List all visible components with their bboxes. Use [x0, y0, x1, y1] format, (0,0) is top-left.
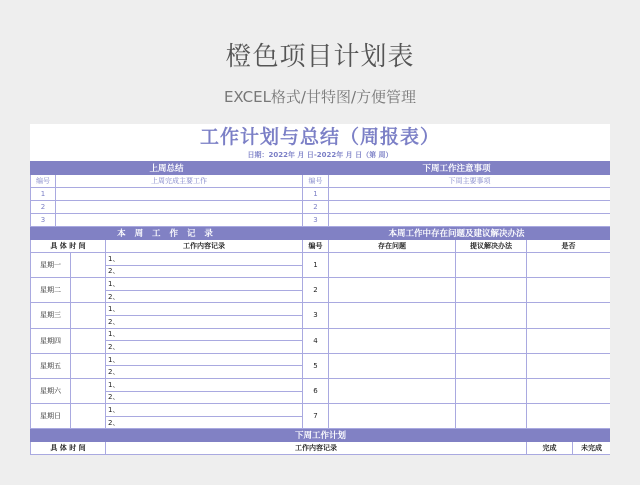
report-table [30, 161, 610, 455]
solution-cell[interactable] [456, 253, 527, 278]
last-week-summary-header: 上周总结 [31, 162, 303, 175]
solution-cell[interactable] [456, 328, 527, 353]
next-week-row-no: 1 [303, 188, 329, 201]
report-title: 工作计划与总结（周报表） [199, 126, 440, 148]
solution-cell[interactable] [456, 404, 527, 429]
content-line-1[interactable]: 1、 [106, 253, 303, 266]
last-week-row-no: 1 [31, 188, 56, 201]
yes-no-cell[interactable] [527, 253, 610, 278]
content-line-1[interactable]: 1、 [106, 278, 303, 291]
content-line-2[interactable]: 2、 [106, 315, 303, 328]
col-header-problem: 存在问题 [329, 240, 456, 253]
content-line-2[interactable]: 2、 [106, 290, 303, 303]
this-week-record-header: 本 周 工 作 记 录 [31, 227, 303, 240]
content-line-1[interactable]: 1、 [106, 404, 303, 417]
day-time-cell[interactable] [71, 303, 106, 328]
problem-no: 7 [303, 404, 329, 429]
problem-cell[interactable] [329, 253, 456, 278]
next-week-item-cell[interactable] [329, 188, 610, 201]
page-subtitle: EXCEL格式/甘特图/方便管理 [223, 88, 417, 106]
last-week-work-cell[interactable] [56, 201, 303, 214]
report-date: 日期：2022年 月 日-2022年 月 日（第 周） [247, 151, 393, 159]
problem-no: 2 [303, 278, 329, 303]
last-week-work-cell[interactable] [56, 214, 303, 227]
solution-cell[interactable] [456, 378, 527, 403]
problem-no: 5 [303, 353, 329, 378]
yes-no-cell[interactable] [527, 404, 610, 429]
content-line-2[interactable]: 2、 [106, 366, 303, 379]
col-header-undone: 未完成 [573, 442, 610, 455]
day-time-cell[interactable] [71, 404, 106, 429]
col-header-no: 编号 [303, 240, 329, 253]
day-label: 星期五 [31, 353, 71, 378]
yes-no-cell[interactable] [527, 303, 610, 328]
content-line-2[interactable]: 2、 [106, 391, 303, 404]
col-header-solution: 提议解决办法 [456, 240, 527, 253]
col-header-content: 工作内容记录 [106, 240, 303, 253]
next-week-row-no: 2 [303, 201, 329, 214]
problem-no: 4 [303, 328, 329, 353]
content-line-1[interactable]: 1、 [106, 303, 303, 316]
day-time-cell[interactable] [71, 378, 106, 403]
solution-cell[interactable] [456, 353, 527, 378]
content-line-1[interactable]: 1、 [106, 353, 303, 366]
col-header-content: 工作内容记录 [106, 442, 527, 455]
problem-cell[interactable] [329, 404, 456, 429]
yes-no-cell[interactable] [527, 328, 610, 353]
problem-cell[interactable] [329, 278, 456, 303]
page-title: 橙色项目计划表 [225, 42, 415, 72]
content-line-2[interactable]: 2、 [106, 416, 303, 429]
next-week-row-no: 3 [303, 214, 329, 227]
day-label: 星期三 [31, 303, 71, 328]
col-header-last-week-work: 上周完成主要工作 [56, 175, 303, 188]
next-week-notes-header: 下周工作注意事项 [303, 162, 610, 175]
problem-cell[interactable] [329, 303, 456, 328]
yes-no-cell[interactable] [527, 353, 610, 378]
solution-cell[interactable] [456, 303, 527, 328]
col-header-time: 具 体 时 间 [31, 442, 106, 455]
yes-no-cell[interactable] [527, 378, 610, 403]
problems-header: 本周工作中存在问题及建议解决办法 [303, 227, 610, 240]
problem-no: 1 [303, 253, 329, 278]
content-line-2[interactable]: 2、 [106, 265, 303, 278]
yes-no-cell[interactable] [527, 278, 610, 303]
last-week-row-no: 2 [31, 201, 56, 214]
last-week-row-no: 3 [31, 214, 56, 227]
day-time-cell[interactable] [71, 353, 106, 378]
col-header-time: 具 体 时 间 [31, 240, 106, 253]
day-label: 星期四 [31, 328, 71, 353]
day-label: 星期一 [31, 253, 71, 278]
content-line-2[interactable]: 2、 [106, 341, 303, 354]
problem-no: 6 [303, 378, 329, 403]
content-line-1[interactable]: 1、 [106, 328, 303, 341]
day-label: 星期二 [31, 278, 71, 303]
next-week-item-cell[interactable] [329, 201, 610, 214]
col-header-next-week-items: 下周主要事项 [329, 175, 610, 188]
problem-cell[interactable] [329, 353, 456, 378]
last-week-work-cell[interactable] [56, 188, 303, 201]
content-line-1[interactable]: 1、 [106, 378, 303, 391]
problem-cell[interactable] [329, 378, 456, 403]
day-time-cell[interactable] [71, 278, 106, 303]
day-time-cell[interactable] [71, 328, 106, 353]
problem-no: 3 [303, 303, 329, 328]
next-week-item-cell[interactable] [329, 214, 610, 227]
day-label: 星期六 [31, 378, 71, 403]
col-header-yes-no: 是否 [527, 240, 610, 253]
weekly-report-sheet [30, 124, 610, 455]
next-week-plan-header: 下周工作计划 [31, 429, 611, 442]
day-label: 星期日 [31, 404, 71, 429]
problem-cell[interactable] [329, 328, 456, 353]
col-header-done: 完成 [527, 442, 573, 455]
col-header-no: 编号 [303, 175, 329, 188]
solution-cell[interactable] [456, 278, 527, 303]
day-time-cell[interactable] [71, 253, 106, 278]
col-header-no: 编号 [31, 175, 56, 188]
